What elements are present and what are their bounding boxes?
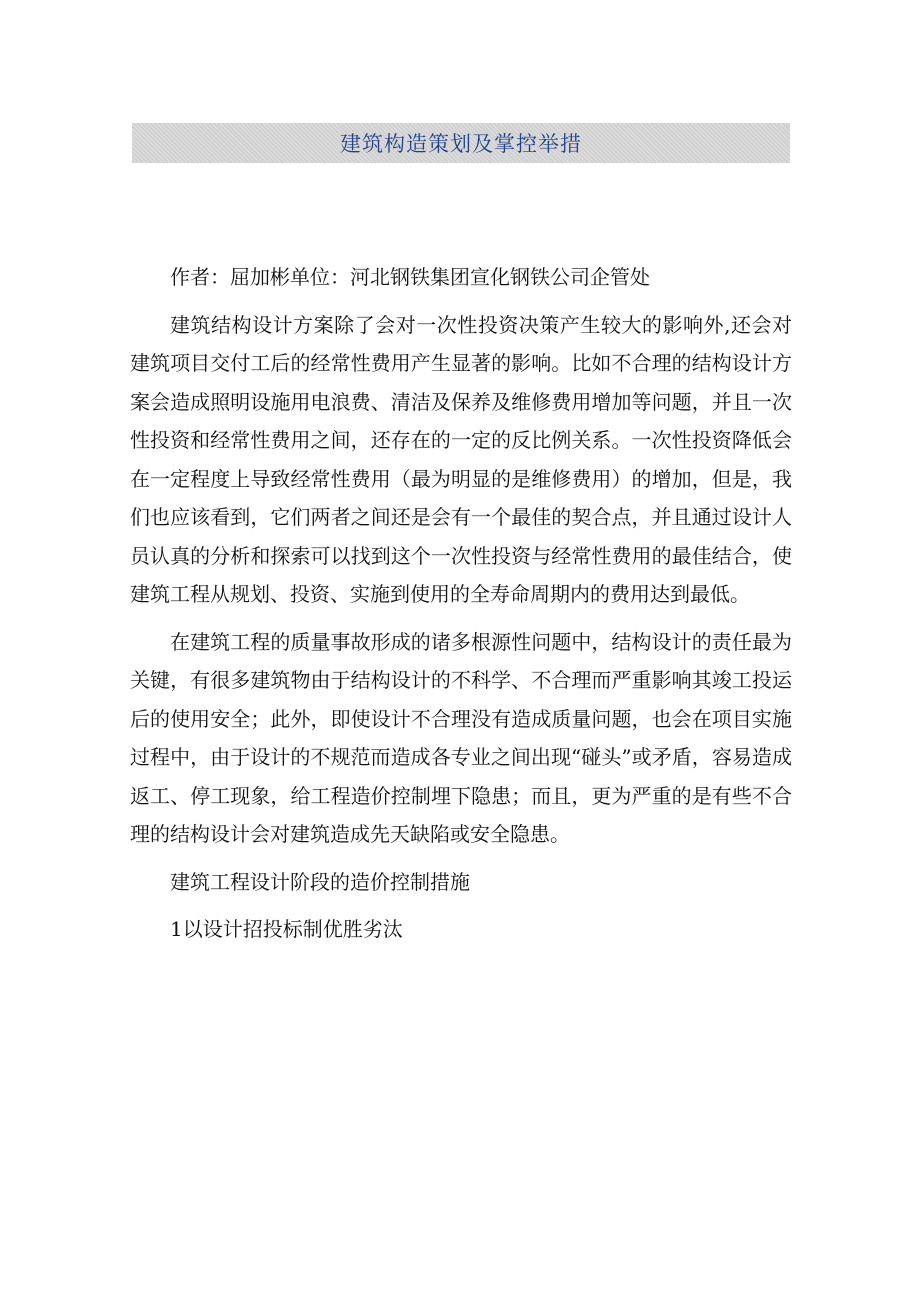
body-paragraph-2: 在建筑工程的质量事故形成的诸多根源性问题中，结构设计的责任最为关键，有很多建筑物由于结构设计的不科学、不合理而严重影响其竣工投运后的使用安全；此外，即使设计不合理没有造成质量问题，也会在项目实施过程中，由于设计的不规范而造成各专业之间出现“碰头”或矛盾，容易造成返工、停工现象，给工程造价控制埋下隐患；而且，更为严重的是有些不合理的结构设计会对建筑造成先天缺陷或安全隐患。: [130, 629, 792, 846]
title-banner: [132, 123, 790, 163]
document-body: [130, 258, 792, 949]
section-heading: 建筑工程设计阶段的造价控制措施: [170, 869, 470, 894]
document-title: 建筑构造策划及掌控举措: [340, 132, 582, 156]
body-paragraph-1: 建筑结构设计方案除了会对一次性投资决策产生较大的影响外,还会对建筑项目交付工后的经常性费用产生显著的影响。比如不合理的结构设计方案会造成照明设施用电浪费、清洁及保养及维修费用增加等问题，并且一次性投资和经常性费用之间，还存在的一定的反比例关系。一次性投资降低会在一定程度上导致经常性费用（最为明显的是维修费用）的增加，但是，我们也应该看到，它们两者之间还是会有一个最佳的契合点，并且通过设计人员认真的分析和探索可以找到这个一次性投资与经常性费用的最佳结合，使建筑工程从规划、投资、实施到使用的全寿命周期内的费用达到最低。: [130, 312, 792, 606]
author-line: 作者：屈加彬单位：河北钢铁集团宣化钢铁公司企管处: [170, 265, 650, 289]
subsection-heading: 1以设计招投标制优胜劣汰: [170, 917, 403, 941]
